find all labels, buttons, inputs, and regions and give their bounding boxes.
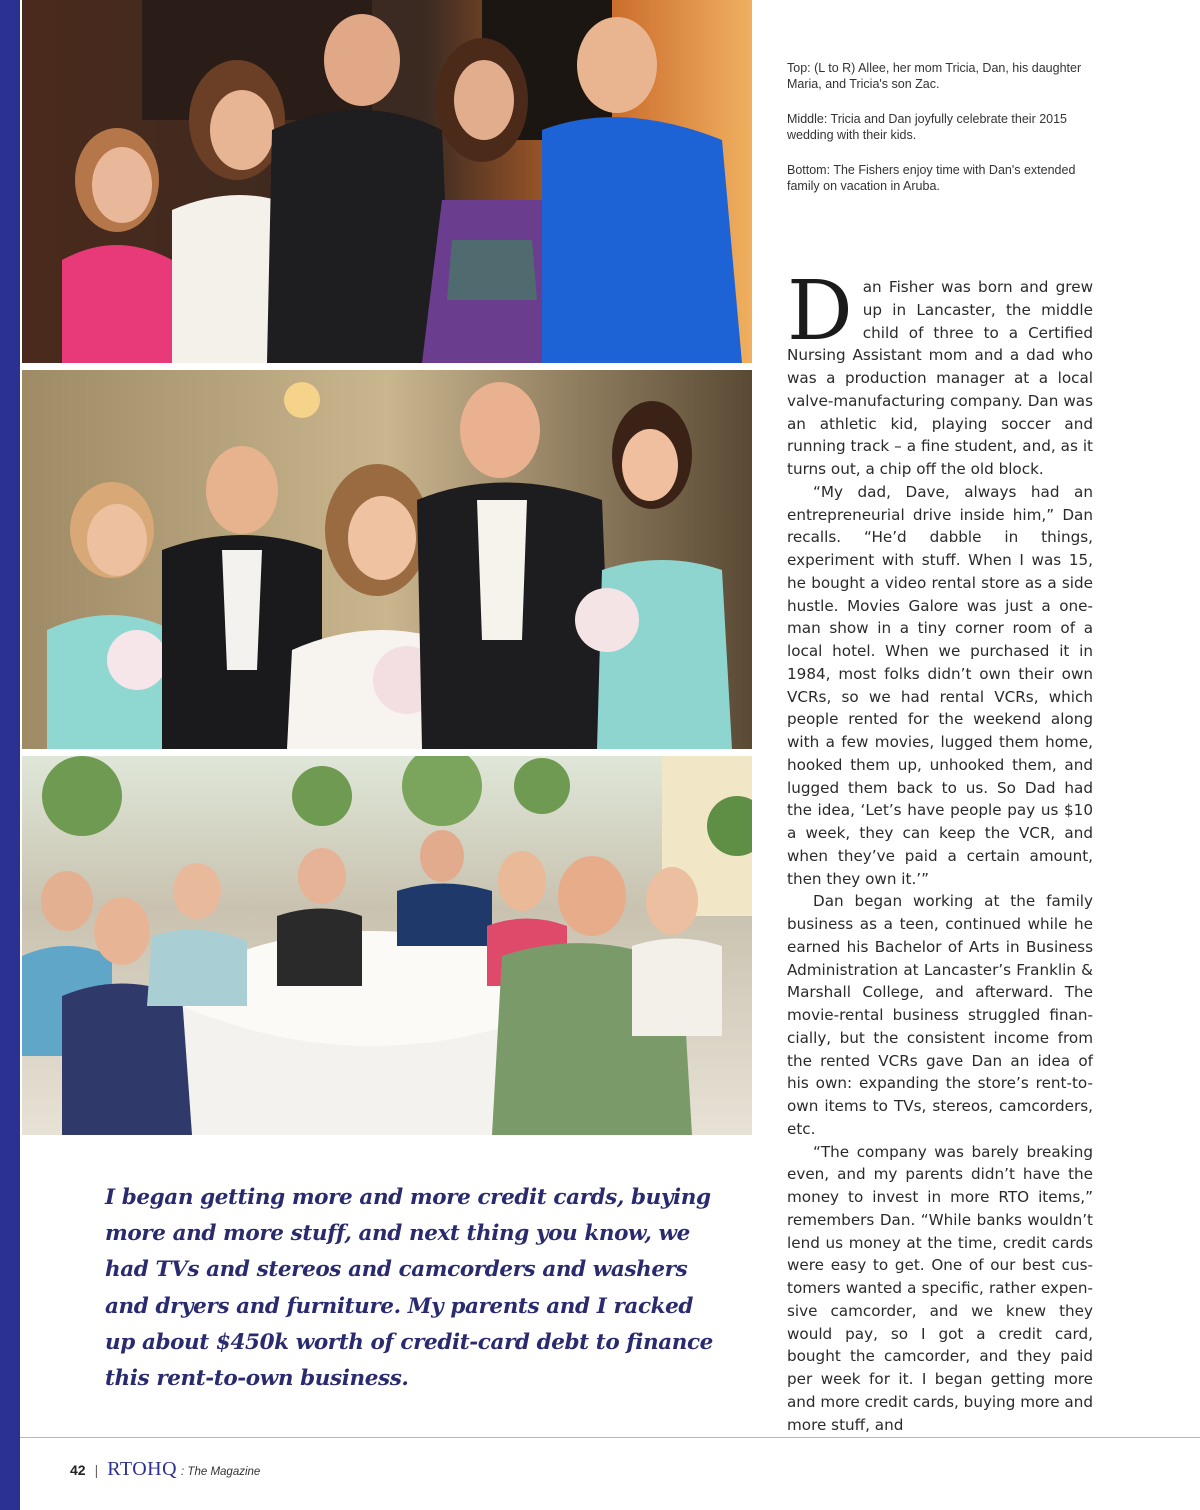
page-number: 42: [70, 1462, 86, 1478]
wedding-photo-middle: [22, 370, 752, 749]
vacation-photo-bottom: [22, 756, 752, 1135]
article-paragraph-text: an Fisher was born and grew up in Lancaster, the middle child of three to a Certified Nursing Assistant mom and a dad who was a production manager at a local valve-manufacturing company. Dan was an athletic kid, playing soccer and running track – a fine student, and, as it turns out, a chip off the old block.: [787, 278, 1093, 478]
footer-separator: |: [94, 1462, 99, 1478]
pull-quote: I began getting more and more credit cards, buying more and more stuff, and next thing you know, we had TVs and stereos and camcorders and washers and dryers and furniture. My parents and I racked up about $450k worth of credit-card debt to finance this rent-to-own business.: [105, 1185, 713, 1392]
caption-top: Top: (L to R) Allee, her mom Tricia, Dan, his daughter Maria, and Tricia's son Zac.: [787, 61, 1082, 91]
left-accent-bar: [0, 0, 20, 1510]
magazine-logo: RTOHQ: [107, 1458, 178, 1480]
magazine-tagline: : The Magazine: [181, 1466, 261, 1478]
family-photo-top: [22, 0, 752, 363]
article-body: [787, 264, 1093, 1436]
caption-middle: Middle: Tricia and Dan joyfully celebrate their 2015 wedding with their kids.: [787, 112, 1068, 142]
article-paragraph: [787, 264, 1093, 481]
article-paragraph: “My dad, Dave, always had an entrepreneurial drive inside him,” Dan recalls. “He’d dabble in things, experiment with stuff. When I was 15, he bought a video rental store as a side hustle. Movies Galore was just a one-man show in a tiny corner room of a local hotel. When we purchased it in 1984, most folks didn’t own their own VCRs, so we had rental VCRs, which people rented for the weekend along with a few movies, lugged them home, hooked them up, unhooked them, and lugged them back to us. So Dad had the idea, ‘Let’s have people pay us $10 a week, they can keep the VCR, and when they’ve paid a certain amount, then they own it.’”: [787, 482, 1093, 888]
footer-divider: [20, 1437, 1200, 1438]
photo-captions: [787, 60, 1087, 213]
caption-bottom: Bottom: The Fishers enjoy time with Dan's extended family on vacation in Aruba.: [787, 163, 1076, 193]
article-paragraph: “The company was barely breaking even, and my parents didn’t have the money to invest in more RTO items,” remembers Dan. “While banks wouldn’t lend us money at the time, credit cards were easy to get. One of our best customers wanted a specific, rather expensive camcorder, and we knew they would pay, so I got a credit card, bought the camcorder, and they paid per week for it. I began getting more and more credit cards, buying more and more stuff, and: [787, 1142, 1093, 1434]
drop-cap: D: [787, 264, 853, 359]
page-footer: [70, 1458, 260, 1481]
article-paragraph: Dan began working at the family business as a teen, continued while he earned his Bachelor of Arts in Business Administration at Lancaster’s Franklin & Marshall College, and afterward. The movie-rental business struggled financially, but the consistent income from the rented VCRs gave Dan an idea of his own: expanding the store’s rent-to-own items to TVs, stereos, camcorders, etc.: [787, 892, 1093, 1138]
